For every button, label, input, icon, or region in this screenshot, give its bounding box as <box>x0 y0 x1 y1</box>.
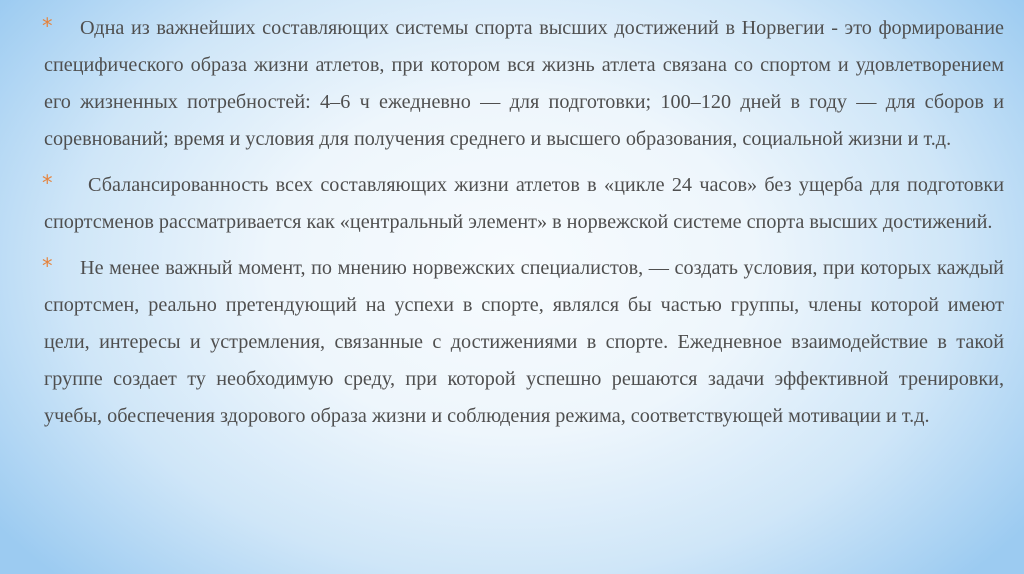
asterisk-bullet-icon: * <box>42 254 53 278</box>
bullet-text: Сбалансированность всех составляющих жизни атлетов в «цикле 24 часов» без ущерба для подготовки спортсменов рассматривается как «центральный элемент» в норвежской системе спорта высших достижений. <box>44 174 1004 233</box>
bullet-item <box>44 250 1004 435</box>
bullet-text: Не менее важный момент, по мнению норвежских специалистов, — создать условия, при которых каждый спортсмен, реально претендующий на успехи в спорте, являлся бы частью группы, члены которой имеют цели, интересы и устремления, связанные с достижениями в спорте. Ежедневное взаимодействие в такой группе создает ту необходимую среду, при которой успешно решаются задачи эффективной тренировки, учебы, обеспечения здорового образа жизни и соблюдения режима, соответствующей мотивации и т.д. <box>44 257 1004 427</box>
bullet-item <box>44 167 1004 241</box>
bullet-text: Одна из важнейших составляющих системы спорта высших достижений в Норвегии - это формирование специфического образа жизни атлетов, при котором вся жизнь атлета связана со спортом и удовлетворением его жизненных потребностей: 4–6 ч ежедневно — для подготовки; 100–120 дней в году — для сборов и соревнований; время и условия для получения среднего и высшего образования, социальной жизни и т.д. <box>44 17 1004 150</box>
asterisk-bullet-icon: * <box>42 14 53 38</box>
asterisk-bullet-icon: * <box>42 171 53 195</box>
bullet-list <box>44 10 1004 444</box>
bullet-item <box>44 10 1004 158</box>
